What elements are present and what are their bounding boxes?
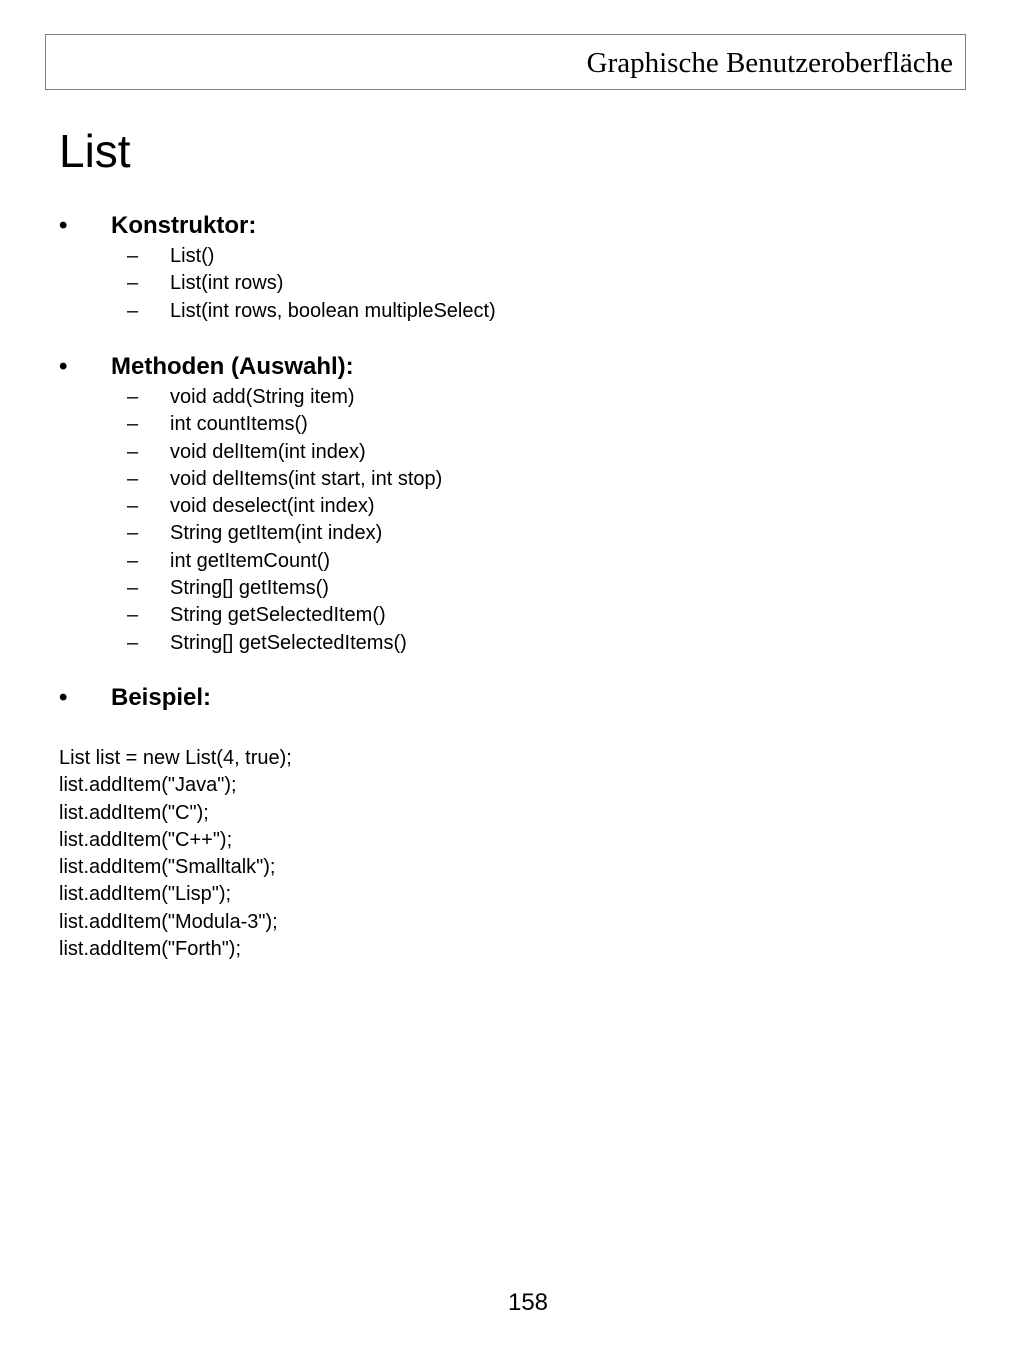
list-item (59, 243, 959, 270)
dash-icon: – (127, 299, 139, 322)
dash-icon: – (127, 522, 139, 545)
list-item (59, 575, 959, 602)
dash-icon: – (127, 604, 139, 627)
list-item-text: List(int rows) (170, 272, 284, 295)
list-item-text: void delItems(int start, int stop) (170, 467, 443, 490)
dash-icon: – (127, 577, 139, 600)
list-item-text: String getItem(int index) (170, 522, 383, 545)
methods-list (59, 384, 959, 657)
list-item-text: int countItems() (170, 413, 308, 436)
list-item (59, 630, 959, 657)
list-item-text: String getSelectedItem() (170, 604, 386, 627)
list-item (59, 602, 959, 629)
dash-icon: – (127, 386, 139, 408)
code-line: list.addItem("C"); (59, 801, 209, 824)
header-box (45, 34, 966, 90)
constructor-list (59, 243, 959, 325)
list-item-text: void add(String item) (170, 386, 355, 408)
code-line: list.addItem("C++"); (59, 828, 233, 851)
list-item-text: int getItemCount() (170, 549, 331, 572)
section-heading-text: Beispiel: (111, 684, 212, 711)
list-item-text: String[] getItems() (170, 577, 329, 600)
list-item (59, 548, 959, 575)
list-item (59, 439, 959, 466)
list-item-text: void delItem(int index) (170, 440, 366, 463)
list-item (59, 493, 959, 520)
bullet-icon: • (59, 684, 68, 711)
list-item (59, 270, 959, 297)
code-line: list.addItem("Forth"); (59, 938, 242, 961)
page-number: 158 (507, 1289, 549, 1316)
bullet-icon: • (59, 212, 68, 239)
list-item (59, 298, 959, 325)
dash-icon: – (127, 549, 139, 572)
section-heading (59, 209, 959, 243)
dash-icon: – (127, 631, 139, 654)
list-item (59, 520, 959, 547)
section-heading (59, 681, 959, 715)
dash-icon: – (127, 245, 139, 267)
code-line: list.addItem("Smalltalk"); (59, 856, 276, 879)
dash-icon: – (127, 440, 139, 463)
dash-icon: – (127, 272, 139, 295)
list-item (59, 411, 959, 438)
section-konstruktor (59, 209, 959, 325)
section-heading-text: Methoden (Auswahl): (111, 353, 354, 380)
code-example (59, 745, 292, 963)
dash-icon: – (127, 495, 139, 518)
list-item-text: List(int rows, boolean multipleSelect) (170, 299, 496, 322)
page-title: List (59, 125, 131, 177)
list-item-text: List() (170, 245, 215, 267)
code-line: list.addItem("Modula-3"); (59, 910, 278, 933)
section-beispiel (59, 681, 959, 715)
dash-icon: – (127, 467, 139, 490)
header-title: Graphische Benutzeroberfläche (586, 47, 953, 79)
list-item-text: String[] getSelectedItems() (170, 631, 407, 654)
list-item-text: void deselect(int index) (170, 495, 375, 518)
section-heading (59, 350, 959, 384)
code-line: List list = new List(4, true); (59, 747, 292, 769)
code-line: list.addItem("Java"); (59, 774, 237, 797)
bullet-icon: • (59, 353, 68, 380)
dash-icon: – (127, 413, 139, 436)
code-line: list.addItem("Lisp"); (59, 883, 232, 906)
list-item (59, 384, 959, 411)
section-methoden (59, 350, 959, 657)
list-item (59, 466, 959, 493)
section-heading-text: Konstruktor: (111, 212, 257, 239)
